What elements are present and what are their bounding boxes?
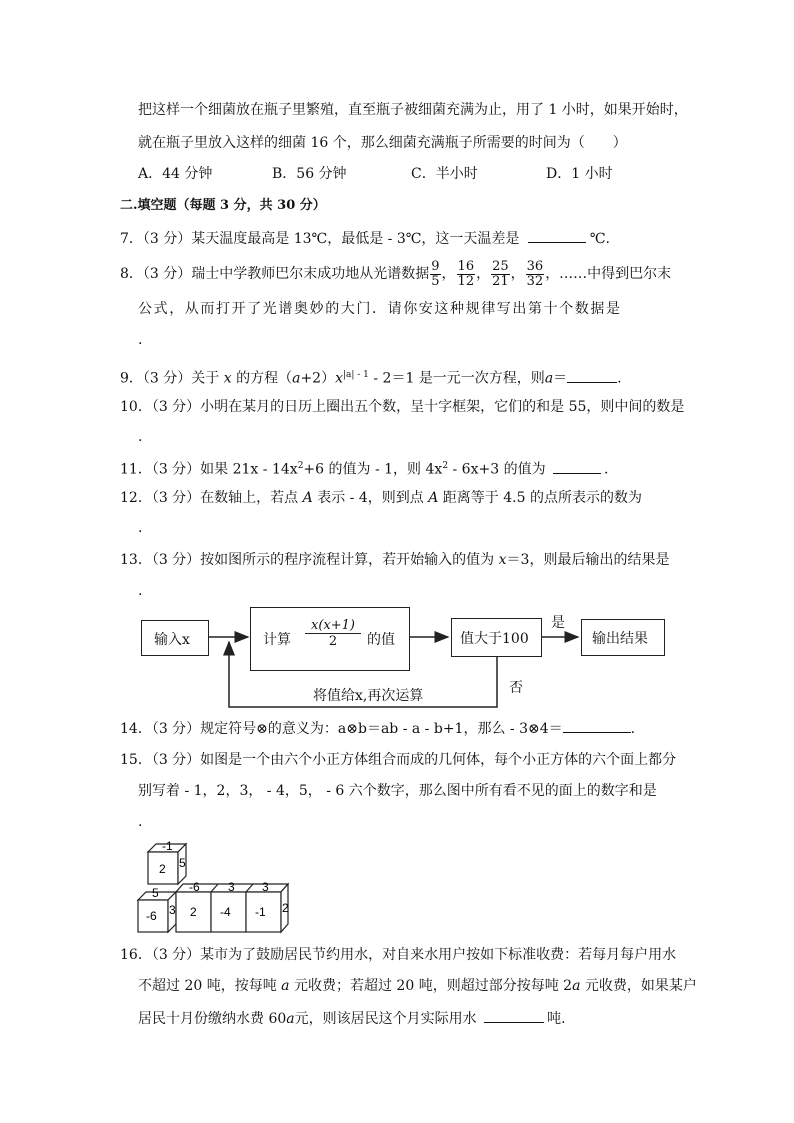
q6-option-d: D．1 小时 [546,166,613,182]
question-9: 9．（3 分）关于 x 的方程$(a+2)x^{|a| - 1} - 2=1$ 是一元一次方程，则a＝ . [120,365,622,389]
q8-fraction-3: $\frac{25}{21}$ [492,258,509,289]
question-8: 8．（3 分）瑞士中学教师巴尔末成功地从光谱数据 $\frac{9}{5}$ ， $\frac{16}{12}$ ， $\frac{25}{21}$ ， $\frac{36}{32}$ ，……中得到巴尔末 [120,258,672,289]
q8-post: ，……中得到巴尔末 [545,266,672,282]
flow-input-box [141,620,209,656]
q7-unit: ℃. [589,231,610,247]
cube-row-side-number: 2 [282,901,289,915]
cube-row-front-number-1: 2 [190,905,197,919]
flow-calc-fraction: x(x+1) 2 [305,618,361,649]
q8-line3: . [138,332,143,348]
cube-top-top-number: -1 [162,839,173,853]
question-11: 11．（3 分）如果 $21x - 14x^2+6$ 的值为 - 1，则 $4x^2 - 6x+3$ 的值为 . [120,456,608,480]
flow-calc-box [250,607,410,671]
q13-line2: . [138,583,143,599]
flow-no-label: 否 [509,680,523,696]
q14-answer-blank[interactable] [563,718,631,733]
flow-calc-pre: 计算 [263,632,291,648]
cube-row-front-number-3: -1 [255,905,266,919]
cube-row-top-number-1: -6 [189,880,200,894]
cube-left-front-number: -6 [146,909,157,923]
cube-left-top-number: 5 [152,886,159,900]
q6-line1: 把这样一个细菌放在瓶子里繁殖，直至瓶子被细菌充满为止，用了 1 小时，如果开始时， [138,102,688,118]
q8-fraction-1: $\frac{9}{5}$ [431,258,440,289]
cube-left-side-number: 3 [169,903,176,917]
flow-input-label: 输入x [154,632,190,648]
cubes-figure [136,838,296,938]
question-14: 14．（3 分）规定符号⊗的意义为：a⊗b＝ab - a - b+1，那么 - 3⊗4＝ . [120,718,635,739]
q12-line2: . [138,520,143,536]
cube-row-top-number-3: 3 [262,880,269,894]
flow-condition-label: 值大于100 [460,631,529,647]
q8-fraction-4: $\frac{36}{32}$ [526,258,544,289]
q16-answer-blank[interactable] [484,1008,544,1023]
q16-line2: 不超过 20 吨，按每吨 a 元收费；若超过 20 吨，则超过部分按每吨 2a 元收费，如果某户 [138,978,697,994]
q15-line3: . [138,814,143,830]
q10-line1: 10．（3 分）小明在某月的日历上圈出五个数，呈十字框架，它们的和是 55，则中间的数是 [120,399,685,415]
section-title: 二.填空题（每题 3 分，共 30 分） [120,198,326,213]
q6-option-b: B．56 分钟 [272,166,347,182]
q8-pre: 8．（3 分）瑞士中学教师巴尔末成功地从光谱数据 [120,266,430,282]
q6-line2: 就在瓶子里放入这样的细菌 16 个，那么细菌充满瓶子所需要的时间为（ ） [138,135,627,151]
cube-row-front-number-2: -4 [220,905,231,919]
q6-option-c: C．半小时 [411,166,478,182]
q7-text: 7．（3 分）某天温度最高是 13℃，最低是 - 3℃，这一天温差是 [120,231,520,247]
q16-line1: 16．（3 分）某市为了鼓励居民节约用水，对自来水用户按如下标准收费：若每月每户用水 [120,947,677,963]
q15-line1: 15．（3 分）如图是一个由六个小正方体组合而成的几何体，每个小正方体的六个面上都分 [120,752,677,768]
cube-top-side-number: 5 [179,856,186,870]
flow-calc-post: 的值 [367,632,395,648]
question-12: 12．（3 分）在数轴上，若点 A 表示 - 4，则到点 A 距离等于 4.5 的点所表示的数为 [120,490,642,506]
flow-output-box [581,619,665,656]
flow-yes-label: 是 [551,615,565,631]
flow-loop-label: 将值给x,再次运算 [313,688,424,704]
flow-output-label: 输出结果 [592,631,648,647]
q6-option-a: A．44 分钟 [138,166,213,182]
q8-line2: 公式，从而打开了光谱奥妙的大门．请你安这种规律写出第十个数据是 [138,301,622,317]
flow-condition-box [451,618,542,657]
cube-row-top-number-2: 3 [228,880,235,894]
q16-line3: 居民十月份缴纳水费 60a元，则该居民这个月实际用水 吨. [138,1008,566,1029]
cube-top-front-number: 2 [159,862,166,876]
q8-fraction-2: $\frac{16}{12}$ [457,258,475,289]
q10-line2: . [138,429,143,445]
q15-line2: 别写着 - 1，2，3， - 4，5， - 6 六个数字，那么图中所有看不见的面上的数字和是 [138,783,657,799]
question-13: 13．（3 分）按如图所示的程序流程计算，若开始输入的值为 x＝3，则最后输出的结果是 [120,552,670,568]
